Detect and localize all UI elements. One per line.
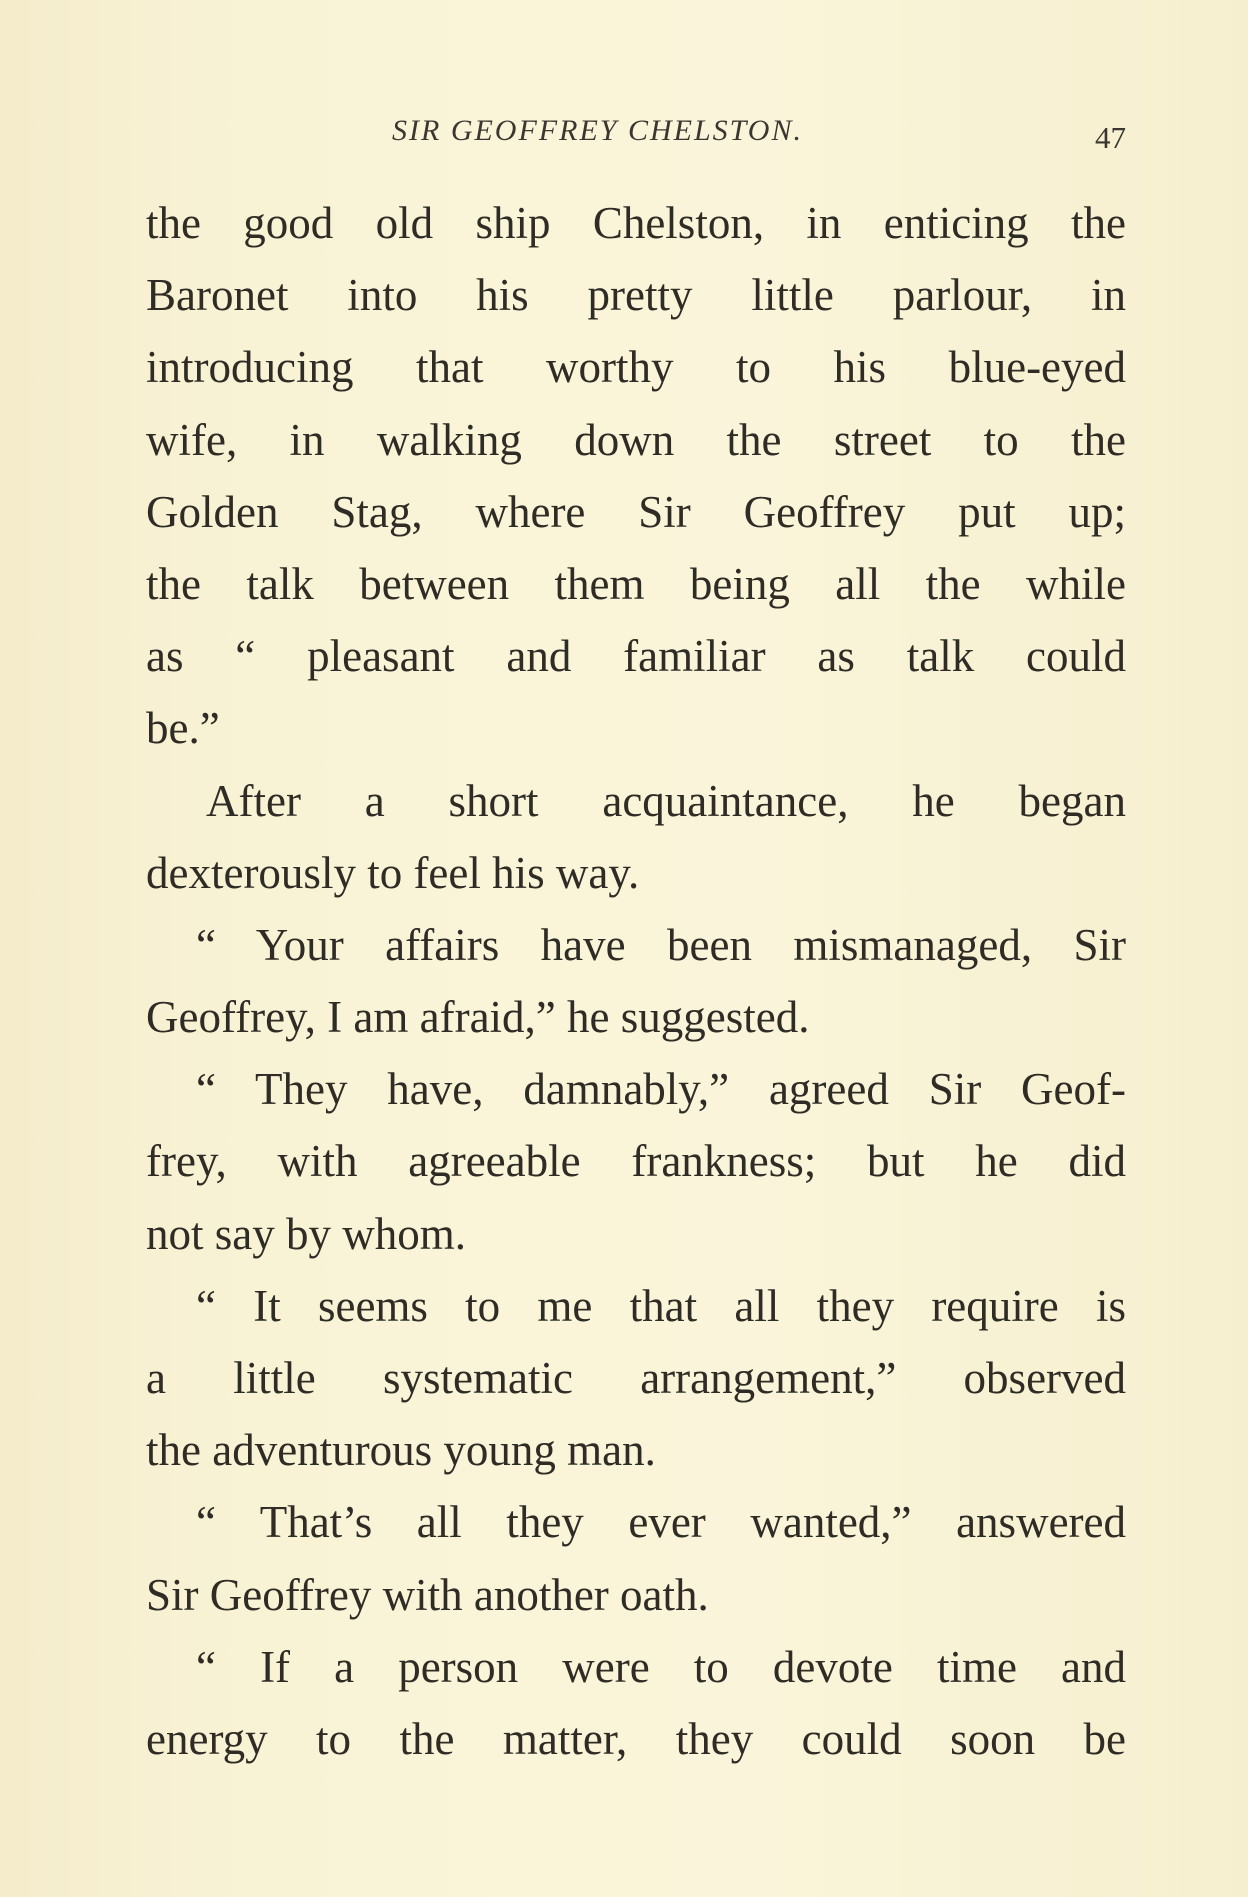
running-head [146,114,1126,158]
text-line: “ That’s all they ever wanted,” answered [196,1497,1126,1548]
body-text [146,187,1126,1775]
text-line: not say by whom. [146,1208,466,1259]
text-line: Baronet into his pretty little parlour, in [146,270,1126,321]
text-line: the adventurous young man. [146,1425,656,1476]
text-line: wife, in walking down the street to the [146,414,1126,465]
page-number: 47 [1095,120,1126,155]
text-line: the talk between them being all the while [146,558,1126,609]
text-line: energy to the matter, they could soon be [146,1713,1126,1764]
text-line: “ They have, damnably,” agreed Sir Geof- [196,1064,1126,1115]
text-line: be.” [146,703,220,754]
text-line: Golden Stag, where Sir Geoffrey put up; [146,486,1126,537]
text-line: introducing that worthy to his blue-eyed [146,342,1126,393]
text-line: After a short acquaintance, he began [206,775,1126,826]
text-line: “ Your affairs have been mismanaged, Sir [196,919,1126,970]
text-line: “ If a person were to devote time and [196,1641,1126,1692]
text-line: dexterously to feel his way. [146,847,640,898]
text-line: as “ pleasant and familiar as talk could [146,631,1126,682]
text-line: frey, with agreeable frankness; but he did [146,1136,1126,1187]
text-line: the good old ship Chelston, in enticing the [146,198,1126,248]
text-line: Sir Geoffrey with another oath. [146,1569,709,1620]
running-title: SIR GEOFFREY CHELSTON. [392,114,803,147]
text-line: Geoffrey, I am afraid,” he suggested. [146,992,810,1043]
text-line: “ It seems to me that all they require is [196,1280,1126,1331]
text-line: a little systematic arrangement,” observed [146,1353,1126,1403]
